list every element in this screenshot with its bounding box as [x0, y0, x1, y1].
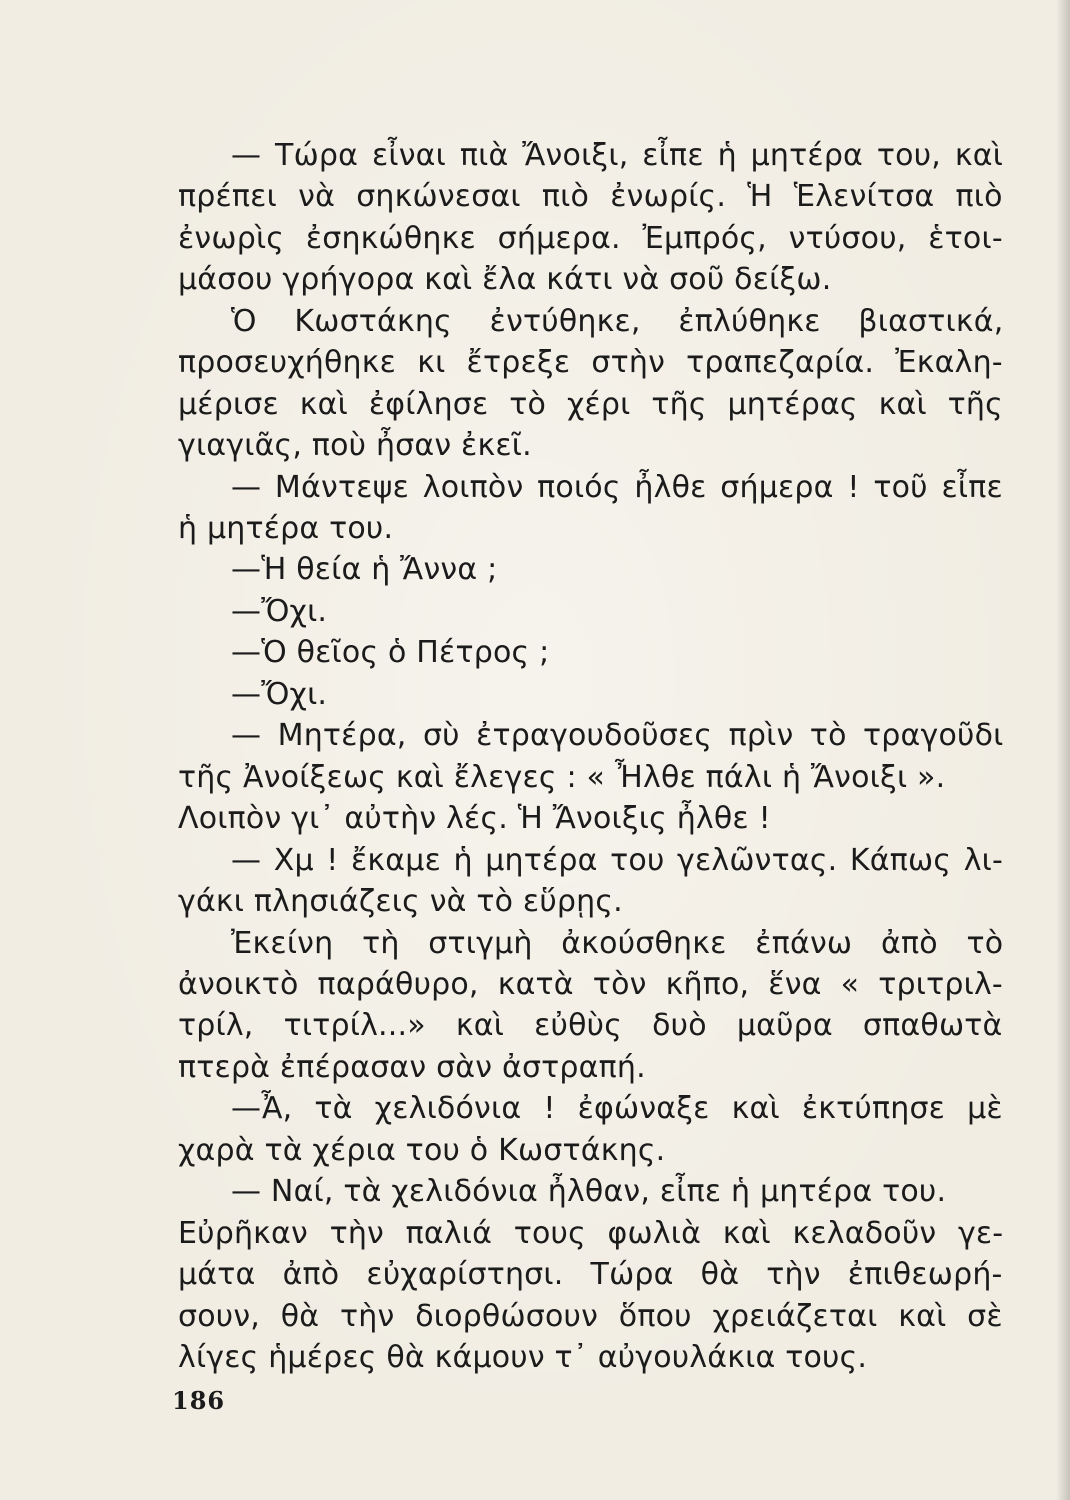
text-line: —Ὄχι. — [231, 594, 328, 629]
page-edge-shadow — [1056, 0, 1070, 1500]
text-line: — Χμ ! ἔκαμε ἡ μητέρα του γελῶντας. Κάπως λι- — [231, 843, 1004, 878]
text-line: ἐνωρὶς ἐσηκώθηκε σήμερα. Ἐμπρός, ντύσου, ἑτοι- — [178, 221, 1003, 256]
text-line: — Μητέρα, σὺ ἐτραγουδοῦσες πρὶν τὸ τραγοῦδι — [231, 718, 1004, 753]
text-line: μάτα ἀπὸ εὐχαρίστησι. Τώρα θὰ τὴν ἐπιθεωρή- — [178, 1257, 1003, 1292]
text-line: μάσου γρήγορα καὶ ἔλα κάτι νὰ σοῦ δείξω. — [178, 262, 832, 297]
text-line: γιαγιᾶς, ποὺ ἦσαν ἐκεῖ. — [178, 428, 532, 463]
text-line: πτερὰ ἐπέρασαν σὰν ἀστραπή. — [178, 1050, 646, 1085]
text-line: τῆς Ἀνοίξεως καὶ ἔλεγες : « Ἦλθε πάλι ἡ Ἄνοιξι ». — [178, 760, 946, 795]
text-line: λίγες ἡμέρες θὰ κάμουν τ᾿ αὐγουλάκια τους. — [178, 1340, 868, 1375]
text-line: — Ναί, τὰ χελιδόνια ἦλθαν, εἶπε ἡ μητέρα του. — [231, 1174, 947, 1209]
text-line: Εὐρῆκαν τὴν παλιά τους φωλιὰ καὶ κελαδοῦν γε- — [178, 1216, 1004, 1251]
text-line: Ἐκείνη τὴ στιγμὴ ἀκούσθηκε ἐπάνω ἀπὸ τὸ — [231, 926, 1004, 961]
text-line: ἡ μητέρα του. — [178, 511, 394, 546]
text-line: — Μάντεψε λοιπὸν ποιός ἦλθε σήμερα ! τοῦ εἶπε — [231, 470, 1003, 505]
text-line: γάκι πλησιάζεις νὰ τὸ εὕρῃς. — [178, 884, 623, 919]
text-line: —Ὁ θεῖος ὁ Πέτρος ; — [231, 635, 550, 670]
text-line: μέρισε καὶ ἐφίλησε τὸ χέρι τῆς μητέρας καὶ τῆς — [178, 387, 1003, 422]
text-line: Ὁ Κωστάκης ἐντύθηκε, ἐπλύθηκε βιαστικά, — [231, 304, 1004, 339]
text-line: —Ἆ, τὰ χελιδόνια ! ἐφώναξε καὶ ἐκτύπησε μὲ — [231, 1091, 1003, 1126]
page-number: 186 — [172, 1386, 226, 1415]
text-line: πρέπει νὰ σηκώνεσαι πιὸ ἐνωρίς. Ἡ Ἑλενίτσα πιὸ — [178, 179, 1003, 214]
text-line: —Ἡ θεία ἡ Ἄννα ; — [231, 552, 498, 587]
text-line: ἀνοικτὸ παράθυρο, κατὰ τὸν κῆπο, ἕνα « τριτριλ- — [178, 967, 1003, 1002]
text-line: —Ὄχι. — [231, 677, 328, 712]
text-line: χαρὰ τὰ χέρια του ὁ Κωστάκης. — [178, 1133, 666, 1168]
text-line: τρίλ, τιτρίλ...» καὶ εὐθὺς δυὸ μαῦρα σπαθωτὰ — [178, 1008, 1003, 1043]
text-line: σουν, θὰ τὴν διορθώσουν ὅπου χρειάζεται καὶ σὲ — [178, 1299, 1003, 1334]
text-line: προσευχήθηκε κι ἔτρεξε στὴν τραπεζαρία. Ἐκαλη- — [178, 345, 1003, 380]
text-line: Λοιπὸν γι᾿ αὐτὴν λές. Ἡ Ἄνοιξις ἦλθε ! — [178, 801, 771, 836]
text-line: — Τώρα εἶναι πιὰ Ἄνοιξι, εἶπε ἡ μητέρα του, καὶ — [231, 138, 1004, 173]
